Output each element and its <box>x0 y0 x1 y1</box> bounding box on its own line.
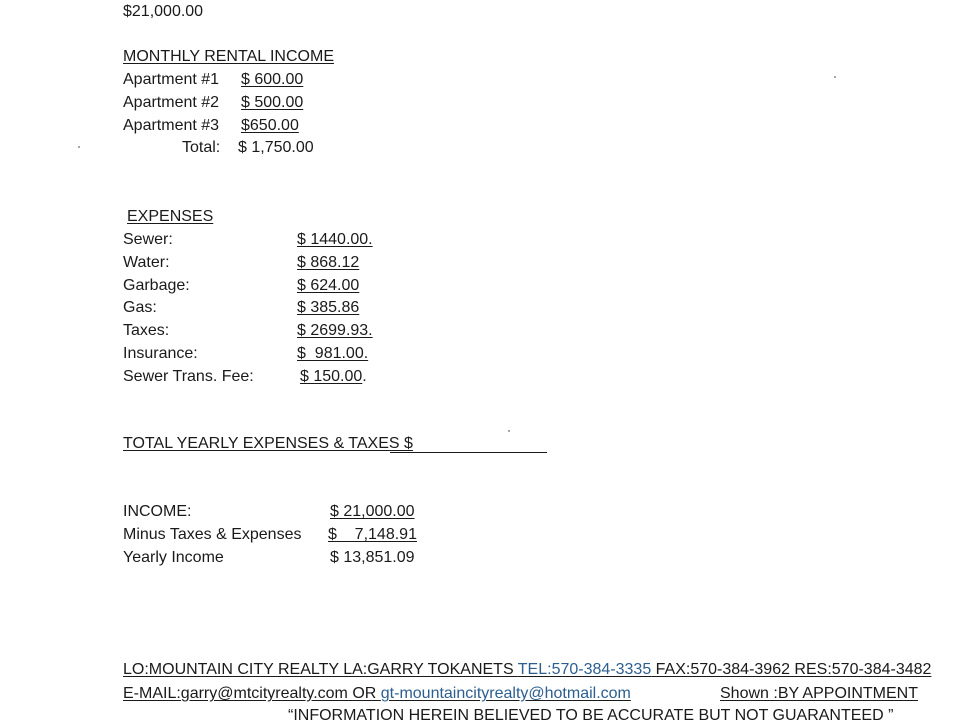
yearly-income-label: Yearly Income <box>123 549 224 566</box>
expense-value: $ 385.86 <box>297 299 360 316</box>
apartment-1-value: $ 600.00 <box>241 71 304 88</box>
rental-income-heading: MONTHLY RENTAL INCOME <box>123 48 334 65</box>
expense-value: $ 150.00 <box>300 368 363 385</box>
apartment-2-label: Apartment #2 <box>123 94 220 111</box>
expense-value: $ 868.12 <box>297 254 360 271</box>
minus-expenses-label: Minus Taxes & Expenses <box>123 526 302 543</box>
footer-telephone: TEL:570-384-3335 <box>517 661 652 678</box>
footer-shown-by: Shown :BY APPOINTMENT <box>720 685 918 702</box>
yearly-income-value: $ 13,851.09 <box>330 549 415 566</box>
rental-total-value: $ 1,750.00 <box>238 139 314 156</box>
footer-listing-line <box>123 660 931 680</box>
expense-value: $ 2699.93. <box>297 322 373 339</box>
scan-speck <box>78 146 80 148</box>
expense-value: $ 1440.00. <box>297 231 373 248</box>
footer-email-primary: E-MAIL:garry@mtcityrealty.com OR <box>123 685 381 702</box>
expense-label: Sewer: <box>123 231 173 248</box>
rental-total-label: Total: <box>182 139 221 156</box>
expense-value-row <box>300 367 367 387</box>
expense-label: Gas: <box>123 299 157 316</box>
total-yearly-expenses-label: TOTAL YEARLY EXPENSES & TAXES $ <box>123 435 413 452</box>
apartment-1-label: Apartment #1 <box>123 71 220 88</box>
apartment-3-label: Apartment #3 <box>123 117 220 134</box>
expense-value: $ 981.00. <box>297 345 369 362</box>
expense-label: Garbage: <box>123 277 190 294</box>
blank-fill-line <box>390 452 547 453</box>
disclaimer: “INFORMATION HEREIN BELIEVED TO BE ACCURATE BUT NOT GUARANTEED ” <box>288 707 894 724</box>
footer-email-alt[interactable]: gt-mountaincityrealty@hotmail.com <box>380 685 631 702</box>
sale-price: $21,000.00 <box>123 3 204 20</box>
scan-speck <box>508 430 510 432</box>
apartment-3-value: $650.00 <box>241 117 299 134</box>
expense-value-suffix: . <box>362 368 367 385</box>
minus-expenses-value: $ 7,148.91 <box>328 526 417 543</box>
footer-office-agent: LO:MOUNTAIN CITY REALTY LA:GARRY TOKANETS <box>123 661 518 678</box>
expense-label: Water: <box>123 254 170 271</box>
apartment-2-value: $ 500.00 <box>241 94 304 111</box>
income-label: INCOME: <box>123 503 192 520</box>
scan-speck <box>834 76 836 78</box>
footer-email-line <box>123 684 631 704</box>
expense-value: $ 624.00 <box>297 277 360 294</box>
expense-label: Insurance: <box>123 345 198 362</box>
expense-label: Sewer Trans. Fee: <box>123 368 254 385</box>
income-value: $ 21,000.00 <box>330 503 415 520</box>
expenses-heading: EXPENSES <box>127 208 214 225</box>
footer-fax-res: FAX:570-384-3962 RES:570-384-3482 <box>651 661 932 678</box>
expense-label: Taxes: <box>123 322 170 339</box>
